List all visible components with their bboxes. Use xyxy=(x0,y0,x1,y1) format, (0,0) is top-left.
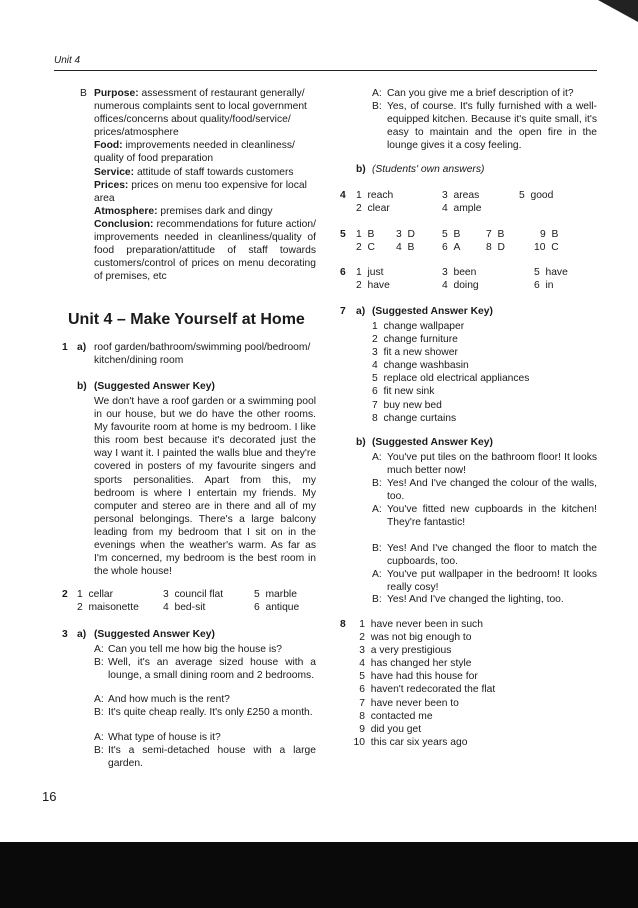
q2-item: 4 bed-sit xyxy=(163,602,206,613)
dialogue-speaker: B: xyxy=(94,707,104,718)
q5-item: 6 A xyxy=(442,242,461,253)
dialogue-line: Yes! And I've changed the colour of the walls, too. xyxy=(387,478,597,503)
b-service: Service: attitude of staff towards customers xyxy=(94,166,294,178)
dialogue-speaker: A: xyxy=(372,569,382,580)
b-block xyxy=(94,87,316,283)
list-item: 2 was not big enough to xyxy=(359,632,472,644)
q4-item: 1 reach xyxy=(356,190,394,201)
q3a-label: a) xyxy=(77,629,87,640)
dialogue-line: And how much is the rent? xyxy=(108,694,230,705)
q8-number: 8 xyxy=(340,619,346,630)
q6-item: 2 have xyxy=(356,280,390,291)
dialogue-line: Yes! And I've changed the lighting, too. xyxy=(387,594,564,605)
q5-item: 7 B xyxy=(486,229,505,240)
q5-item: 9 B xyxy=(540,229,559,240)
q3a-heading: (Suggested Answer Key) xyxy=(94,629,215,640)
q1b-heading: (Suggested Answer Key) xyxy=(94,381,215,392)
dialogue-line: Can you give me a brief description of it? xyxy=(387,88,574,99)
q2-item: 5 marble xyxy=(254,589,297,600)
q4-item: 2 clear xyxy=(356,203,390,214)
q1a-answer: roof garden/bathroom/swimming pool/bedroom/ kitchen/dining room xyxy=(94,342,311,367)
dialogue-speaker: A: xyxy=(372,452,382,463)
list-item: 6 haven't redecorated the flat xyxy=(359,684,496,696)
dialogue-line: You've put tiles on the bathroom floor! It looks much better now! xyxy=(387,452,597,477)
dialogue-line: What type of house is it? xyxy=(108,732,221,743)
dialogue-speaker: B: xyxy=(372,594,382,605)
q1-number: 1 xyxy=(62,342,68,353)
list-item: 7 have never been to xyxy=(359,697,459,709)
q6-item: 4 doing xyxy=(442,280,479,291)
dialogue-speaker: B: xyxy=(94,745,104,756)
list-item: 7 buy new bed xyxy=(372,399,442,411)
q5-item: 3 D xyxy=(396,229,415,240)
q7a-list xyxy=(372,320,529,425)
q7a-label: a) xyxy=(356,306,366,317)
q2-item: 3 council flat xyxy=(163,589,224,600)
dialogue-speaker: B: xyxy=(372,478,382,489)
q2-item: 6 antique xyxy=(254,602,300,613)
q5-item: 8 D xyxy=(486,242,505,253)
page-number: 16 xyxy=(42,789,57,804)
dialogue-line: It's a semi-detached house with a large garden. xyxy=(108,745,316,770)
q5-number: 5 xyxy=(340,229,346,240)
scan-edge-bar xyxy=(0,842,638,908)
dialogue-line: Well, it's an average sized house with a lounge, a small dining room and 2 bedrooms. xyxy=(108,657,316,682)
list-item: 3 fit a new shower xyxy=(372,347,458,359)
list-item: 6 fit new sink xyxy=(372,386,435,398)
list-item: 4 change washbasin xyxy=(372,360,469,372)
q3-number: 3 xyxy=(62,629,68,640)
dialogue-line: Yes, of course. It's fully furnished with a well-equipped kitchen. Because it's quite small, it's easy to maintain and the open fire in the lounge gives it a cosy feeling. xyxy=(387,101,597,152)
running-header: Unit 4 xyxy=(54,55,81,66)
q4-item: 4 ample xyxy=(442,203,482,214)
b-food: Food: improvements needed in cleanliness/ quality of food preparation xyxy=(94,140,295,165)
list-item: 1 change wallpaper xyxy=(372,321,465,332)
b-prices: Prices: prices on menu too expensive for local area xyxy=(94,179,307,204)
list-item: 2 change furniture xyxy=(372,334,458,346)
q7b-label: b) xyxy=(356,437,366,448)
dialogue-line: Yes! And I've changed the floor to match the cupboards, too. xyxy=(387,543,597,568)
dialogue-speaker: B: xyxy=(94,657,104,668)
list-item: 8 change curtains xyxy=(372,412,457,424)
q5-item: 4 B xyxy=(396,242,415,253)
dialogue-line: It's quite cheap really. It's only £250 a month. xyxy=(108,707,313,718)
list-item: 3 a very prestigious xyxy=(359,645,452,657)
page-corner-shadow xyxy=(568,0,638,22)
dialogue-speaker: B: xyxy=(372,101,382,112)
list-item: 1 have never been in such xyxy=(359,619,483,630)
q5-item: 2 C xyxy=(356,242,375,253)
q1a-label: a) xyxy=(77,342,87,353)
dialogue-line: You've fitted new cupboards in the kitchen! They're fantastic! xyxy=(387,504,597,529)
q5-item: 10 C xyxy=(534,242,559,253)
q4-item: 3 areas xyxy=(442,190,480,201)
list-item: 10 this car six years ago xyxy=(353,736,468,748)
dialogue-speaker: A: xyxy=(94,694,104,705)
dialogue-speaker: A: xyxy=(372,504,382,515)
list-item: 5 have had this house for xyxy=(359,671,478,683)
q5-item: 5 B xyxy=(442,229,461,240)
list-item: 4 has changed her style xyxy=(359,658,472,670)
q4-item: 5 good xyxy=(519,190,554,201)
q1b-answer: We don't have a roof garden or a swimming pool in our house, but we do have the other rooms. My favourite room at home is my bedroom. I like this room best because it's decorated just the way I want it. I painted the walls blue and they're covered in posters of my favourite singers and sports personalities. Apart from this, my bedroom is where I entertain my friends. My computer and stereo are in there and all of my personal belongings. There's a large balcony leading from my bedroom that I sit on in the evenings when the weather's warm. As far as I'm concerned, my bedroom is the best room in the whole house! xyxy=(94,396,316,578)
q7-number: 7 xyxy=(340,306,346,317)
q6-item: 3 been xyxy=(442,267,477,278)
q6-number: 6 xyxy=(340,267,346,278)
list-item: 5 replace old electrical appliances xyxy=(372,373,530,385)
unit-title: Unit 4 – Make Yourself at Home xyxy=(68,311,305,328)
list-item: 9 did you get xyxy=(359,723,422,735)
q7a-heading: (Suggested Answer Key) xyxy=(372,306,493,317)
dialogue-line: Can you tell me how big the house is? xyxy=(108,644,283,655)
dialogue-speaker: B: xyxy=(372,543,382,554)
b-purpose: Purpose: assessment of restaurant generally/ numerous complaints sent to local government offices/concerns about quality/food/service/ prices/atmosphere xyxy=(94,88,307,139)
dialogue-line: You've put wallpaper in the bedroom! It looks really cosy! xyxy=(387,569,597,594)
q2-item: 2 maisonette xyxy=(77,602,139,613)
q8-list xyxy=(350,618,495,749)
dialogue-speaker: A: xyxy=(372,88,382,99)
q3b-answer: (Students' own answers) xyxy=(372,164,485,175)
q2-item: 1 cellar xyxy=(77,589,114,600)
b-conclusion: Conclusion: recommendations for future action/ improvements needed in cleanliness/quality of food preparation/attitude of staff towards customers/control of prices on menu decorating of premises, etc xyxy=(94,218,316,283)
b-atmosphere: Atmosphere: premises dark and dingy xyxy=(94,205,273,217)
q1b-label: b) xyxy=(77,381,87,392)
q6-item: 6 in xyxy=(534,280,554,291)
list-item: 8 contacted me xyxy=(359,710,433,722)
q7b-heading: (Suggested Answer Key) xyxy=(372,437,493,448)
q6-item: 5 have xyxy=(534,267,568,278)
dialogue-speaker: A: xyxy=(94,644,104,655)
dialogue-speaker: A: xyxy=(94,732,104,743)
q4-number: 4 xyxy=(340,190,346,201)
b-label: B xyxy=(80,88,87,99)
q6-item: 1 just xyxy=(356,267,384,278)
q2-number: 2 xyxy=(62,589,68,600)
header-rule xyxy=(54,70,597,71)
q5-item: 1 B xyxy=(356,229,375,240)
q3b-label: b) xyxy=(356,164,366,175)
